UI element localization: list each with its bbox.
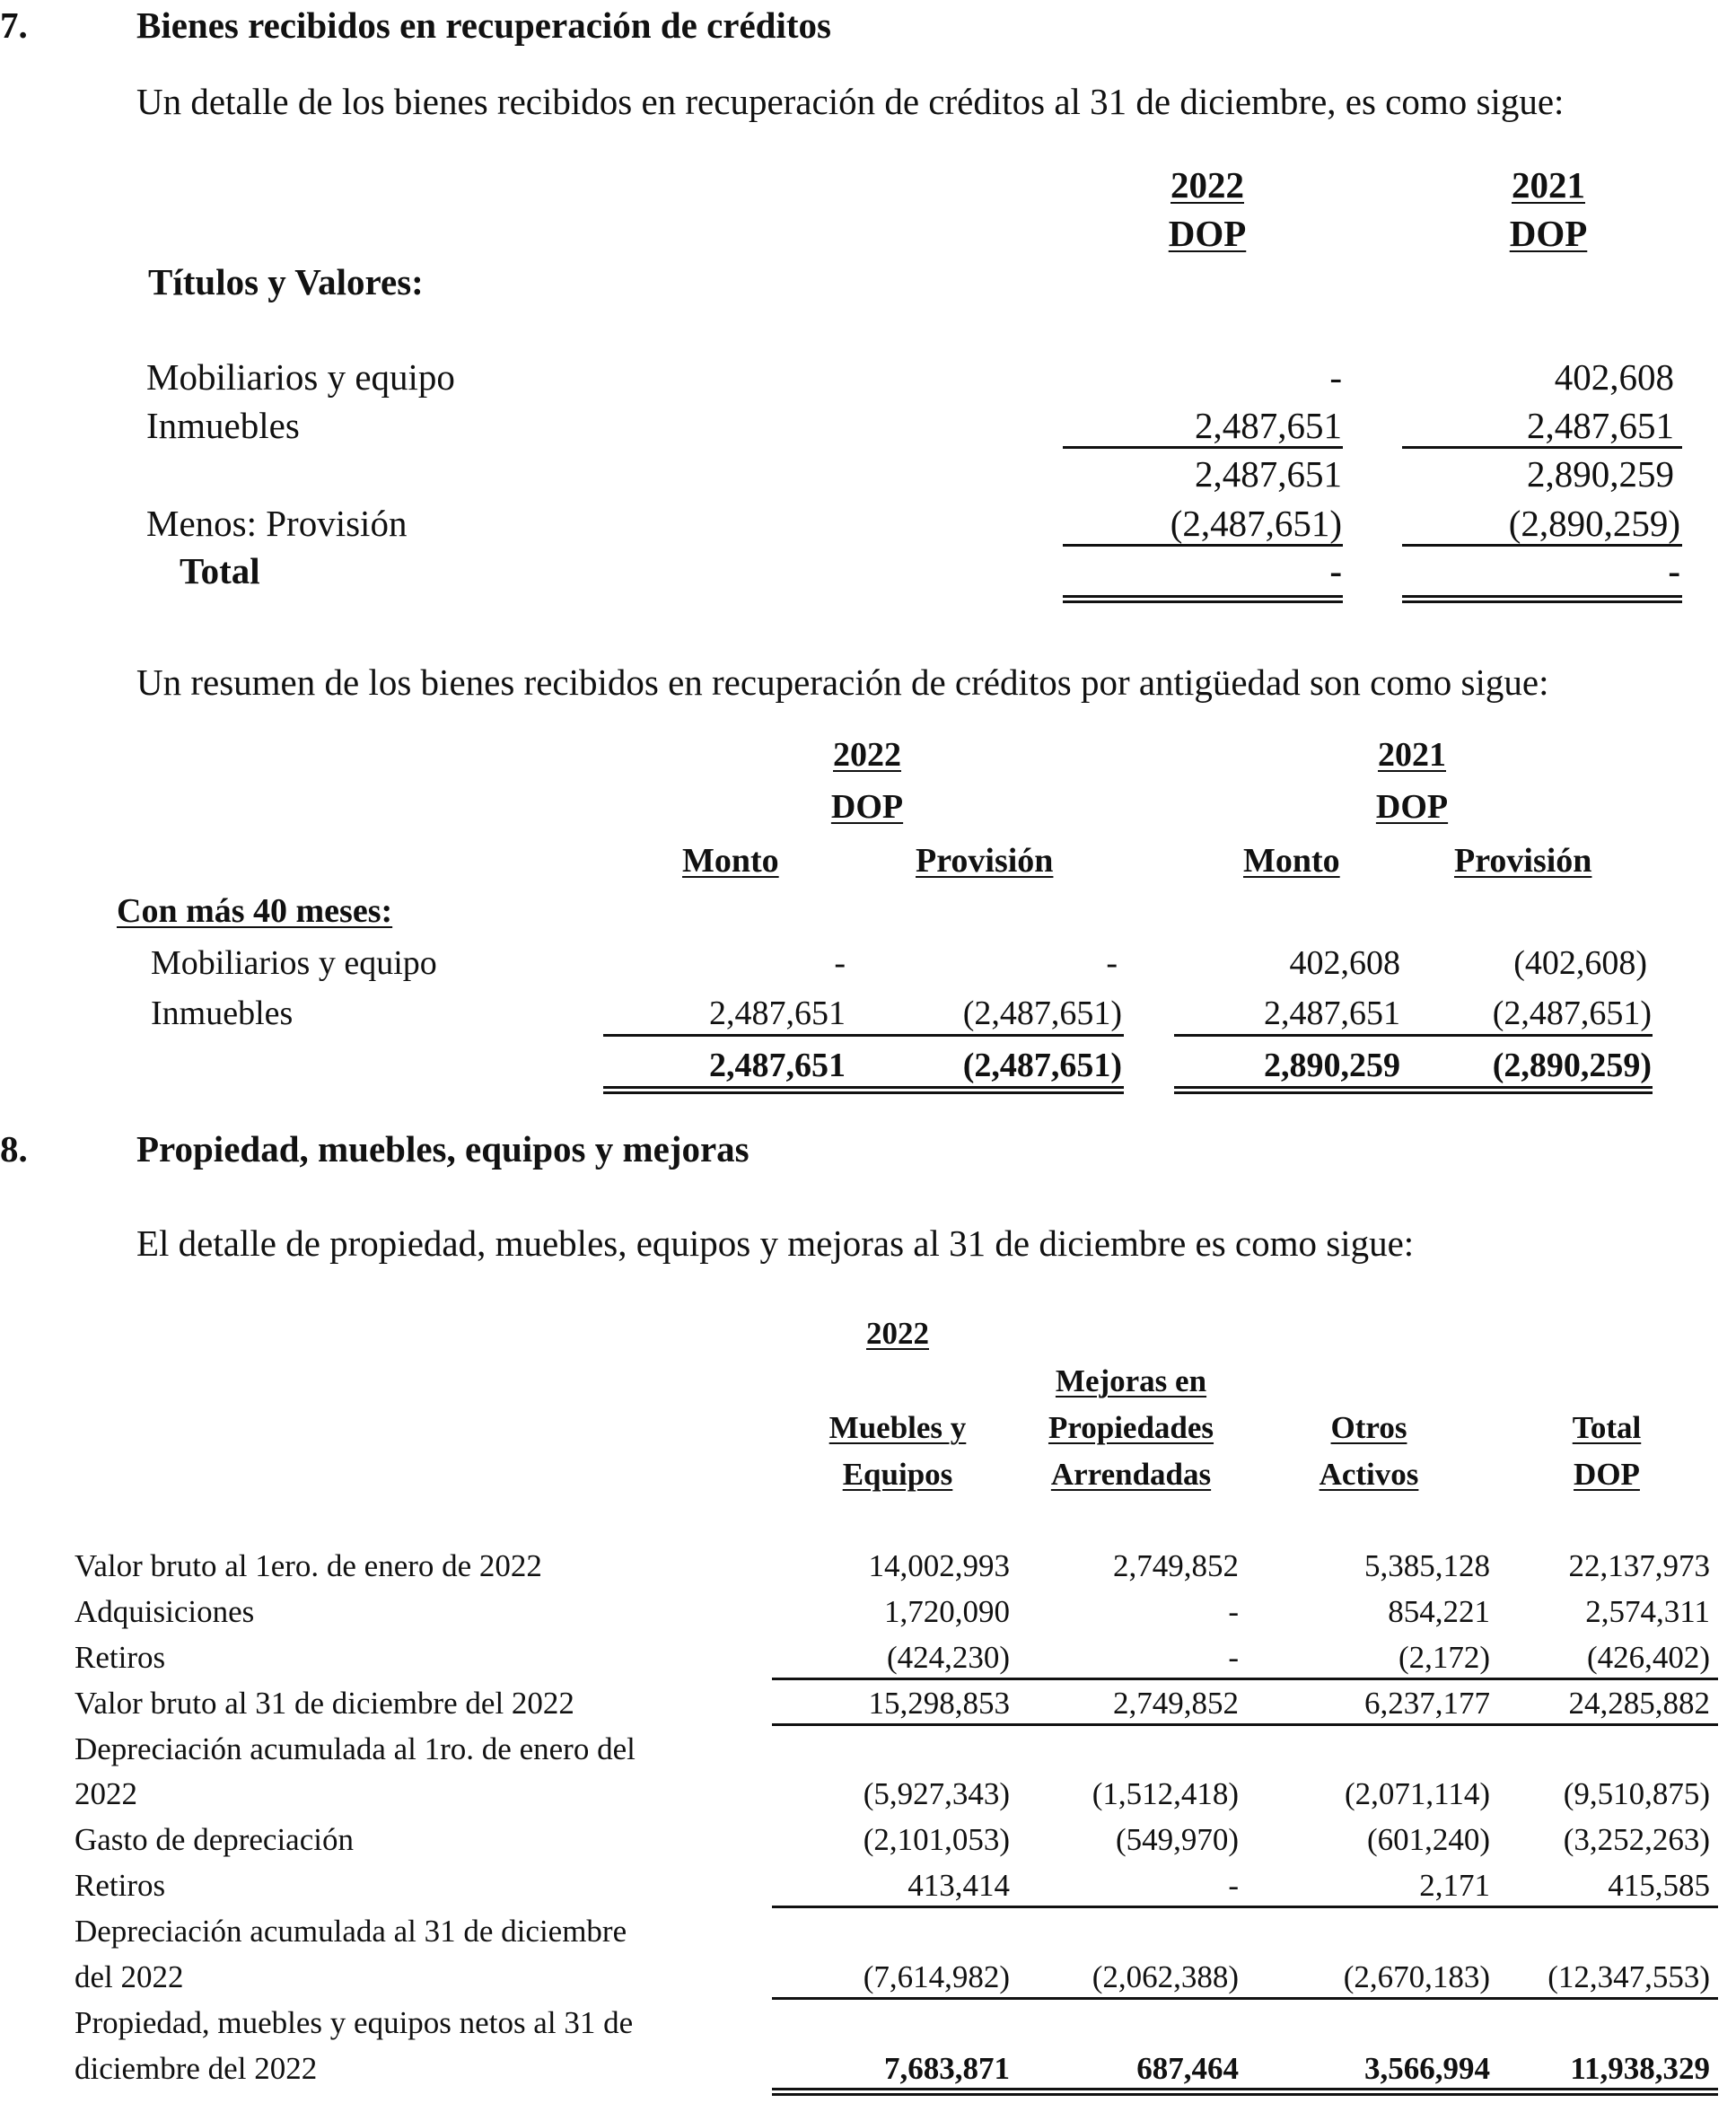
group-label-titulos: Títulos y Valores: — [148, 261, 424, 302]
monto-2022: 2,487,651 — [709, 995, 846, 1032]
column-header-line: Total — [1572, 1410, 1642, 1445]
sub-header-provision-2022: Provisión — [916, 842, 1054, 880]
value-mejoras: 2,749,852 — [1113, 1548, 1239, 1583]
header-year-2021: 2021 — [1512, 164, 1585, 206]
column-header-line: Equipos — [842, 1457, 953, 1492]
section-8-title: Propiedad, muebles, equipos y mejoras — [136, 1128, 750, 1170]
summary-currency-2021: DOP — [1375, 788, 1449, 826]
row-label: Valor bruto al 1ero. de enero de 2022 — [75, 1548, 542, 1583]
ppe-year-header: 2022 — [866, 1316, 929, 1351]
value-total: (3,252,263) — [1563, 1822, 1710, 1857]
provision-2022: - — [1106, 944, 1118, 982]
section-8-number: 8. — [0, 1128, 28, 1170]
sub-header-monto-2022: Monto — [682, 842, 779, 880]
provision-2022: (2,487,651) — [962, 995, 1122, 1032]
age-rule-2021 — [1174, 1034, 1653, 1037]
value-2022: 2,487,651 — [1195, 405, 1342, 446]
row-label: Inmuebles — [146, 405, 300, 446]
total-double-rule-2022 — [1063, 595, 1343, 603]
summary-currency-2022: DOP — [830, 788, 904, 826]
row-label-line: del 2022 — [75, 1959, 184, 1994]
value-2021: 2,487,651 — [1527, 405, 1674, 446]
column-header-line: Muebles y — [829, 1410, 967, 1445]
provision-rule-2021 — [1402, 544, 1682, 547]
value-2022: - — [1329, 356, 1342, 398]
total-label: Total — [180, 550, 260, 591]
provision-2021: (2,487,651) — [1492, 995, 1652, 1032]
row-label-line: 2022 — [75, 1776, 137, 1811]
value-muebles: 14,002,993 — [868, 1548, 1010, 1583]
column-header-line: Propiedades — [1048, 1410, 1214, 1445]
row-label: Retiros — [75, 1640, 166, 1675]
value-2022: (2,487,651) — [1170, 503, 1342, 544]
value-mejoras: (2,062,388) — [1092, 1959, 1239, 1994]
provision-2021: (402,608) — [1513, 944, 1647, 982]
column-header-line: Activos — [1319, 1457, 1419, 1492]
accumulated-depreciation-rule — [772, 1997, 1718, 2000]
total-2021: - — [1668, 550, 1680, 591]
net-mejoras: 687,464 — [1136, 2051, 1239, 2086]
value-otros: (2,071,114) — [1344, 1776, 1490, 1811]
row-label-line: Propiedad, muebles y equipos netos al 31 de — [75, 2005, 634, 2040]
row-label: Adquisiciones — [75, 1594, 255, 1629]
value-mejoras: (549,970) — [1115, 1822, 1239, 1857]
section-7-intro: Un detalle de los bienes recibidos en recuperación de créditos al 31 de diciembre, es como sigue: — [136, 81, 1565, 122]
gross-total-rule — [772, 1723, 1718, 1726]
net-double-rule — [772, 2088, 1718, 2096]
value-muebles: 1,720,090 — [884, 1594, 1010, 1629]
value-otros: 5,385,128 — [1364, 1548, 1490, 1583]
row-label: Valor bruto al 31 de diciembre del 2022 — [75, 1686, 574, 1721]
value-total: 24,285,882 — [1568, 1686, 1710, 1721]
value-total: (426,402) — [1586, 1640, 1710, 1675]
row-label: Mobiliarios y equipo — [151, 944, 437, 982]
value-2021: 402,608 — [1554, 356, 1674, 398]
value-total: (9,510,875) — [1563, 1776, 1710, 1811]
sub-header-monto-2021: Monto — [1243, 842, 1340, 880]
sub-header-provision-2021: Provisión — [1454, 842, 1592, 880]
total-2022: - — [1329, 550, 1342, 591]
row-label-line: diciembre del 2022 — [75, 2051, 318, 2086]
value-total: 22,137,973 — [1568, 1548, 1710, 1583]
monto-2021: 402,608 — [1289, 944, 1400, 982]
net-total: 11,938,329 — [1570, 2051, 1710, 2086]
value-muebles: (2,101,053) — [863, 1822, 1010, 1857]
provision-total-2021: (2,890,259) — [1492, 1047, 1652, 1084]
row-label: Menos: Provisión — [146, 503, 408, 544]
provision-total-2022: (2,487,651) — [962, 1047, 1122, 1084]
value-mejoras: - — [1228, 1640, 1239, 1675]
value-2021: 2,890,259 — [1527, 453, 1674, 495]
summary-year-2021: 2021 — [1378, 736, 1446, 774]
value-otros: 2,171 — [1419, 1868, 1490, 1903]
provision-rule-2022 — [1063, 544, 1343, 547]
age-double-rule-2022 — [603, 1086, 1124, 1094]
header-currency-2021: DOP — [1509, 213, 1588, 254]
value-mejoras: - — [1228, 1594, 1239, 1629]
value-2022: 2,487,651 — [1195, 453, 1342, 495]
row-label: Mobiliarios y equipo — [146, 356, 455, 398]
value-otros: (601,240) — [1366, 1822, 1490, 1857]
net-muebles: 7,683,871 — [884, 2051, 1010, 2086]
monto-total-2021: 2,890,259 — [1264, 1047, 1400, 1084]
gross-value-rule — [772, 1678, 1718, 1680]
age-double-rule-2021 — [1174, 1086, 1653, 1094]
depreciation-rule — [772, 1906, 1718, 1908]
subtotal-rule-2022 — [1063, 446, 1343, 449]
row-label: Inmuebles — [151, 995, 294, 1032]
column-header-line: Arrendadas — [1050, 1457, 1212, 1492]
column-header-line: Mejoras en — [1055, 1363, 1207, 1398]
value-muebles: (424,230) — [886, 1640, 1010, 1675]
age-group-label: Con más 40 meses: — [117, 892, 393, 930]
column-header-line: DOP — [1574, 1457, 1640, 1492]
summary-intro: Un resumen de los bienes recibidos en recuperación de créditos por antigüedad son como sigue: — [136, 662, 1549, 703]
value-muebles: 413,414 — [907, 1868, 1010, 1903]
age-rule-2022 — [603, 1034, 1124, 1037]
header-currency-2022: DOP — [1168, 213, 1247, 254]
net-otros: 3,566,994 — [1364, 2051, 1490, 2086]
value-otros: 854,221 — [1388, 1594, 1490, 1629]
value-muebles: (7,614,982) — [863, 1959, 1010, 1994]
row-label: Retiros — [75, 1868, 166, 1903]
section-8-intro: El detalle de propiedad, muebles, equipos y mejoras al 31 de diciembre es como sigue: — [136, 1222, 1415, 1264]
value-muebles: (5,927,343) — [863, 1776, 1010, 1811]
total-double-rule-2021 — [1402, 595, 1682, 603]
subtotal-rule-2021 — [1402, 446, 1682, 449]
column-header-line: Otros — [1330, 1410, 1407, 1445]
monto-2022: - — [834, 944, 846, 982]
value-total: (12,347,553) — [1547, 1959, 1710, 1994]
monto-2021: 2,487,651 — [1264, 995, 1400, 1032]
row-label-line: Depreciación acumulada al 31 de diciembre — [75, 1914, 627, 1949]
header-year-2022: 2022 — [1170, 164, 1244, 206]
value-otros: (2,670,183) — [1343, 1959, 1490, 1994]
value-mejoras: (1,512,418) — [1092, 1776, 1239, 1811]
row-label-line: Depreciación acumulada al 1ro. de enero del — [75, 1731, 636, 1766]
section-7-number: 7. — [0, 4, 28, 46]
summary-year-2022: 2022 — [833, 736, 901, 774]
value-otros: (2,172) — [1398, 1640, 1490, 1675]
row-label: Gasto de depreciación — [75, 1822, 354, 1857]
value-muebles: 15,298,853 — [868, 1686, 1010, 1721]
value-2021: (2,890,259) — [1508, 503, 1680, 544]
value-otros: 6,237,177 — [1364, 1686, 1490, 1721]
value-mejoras: - — [1228, 1868, 1239, 1903]
value-total: 415,585 — [1608, 1868, 1710, 1903]
value-mejoras: 2,749,852 — [1113, 1686, 1239, 1721]
section-7-title: Bienes recibidos en recuperación de créditos — [136, 4, 831, 46]
monto-total-2022: 2,487,651 — [709, 1047, 846, 1084]
value-total: 2,574,311 — [1585, 1594, 1710, 1629]
